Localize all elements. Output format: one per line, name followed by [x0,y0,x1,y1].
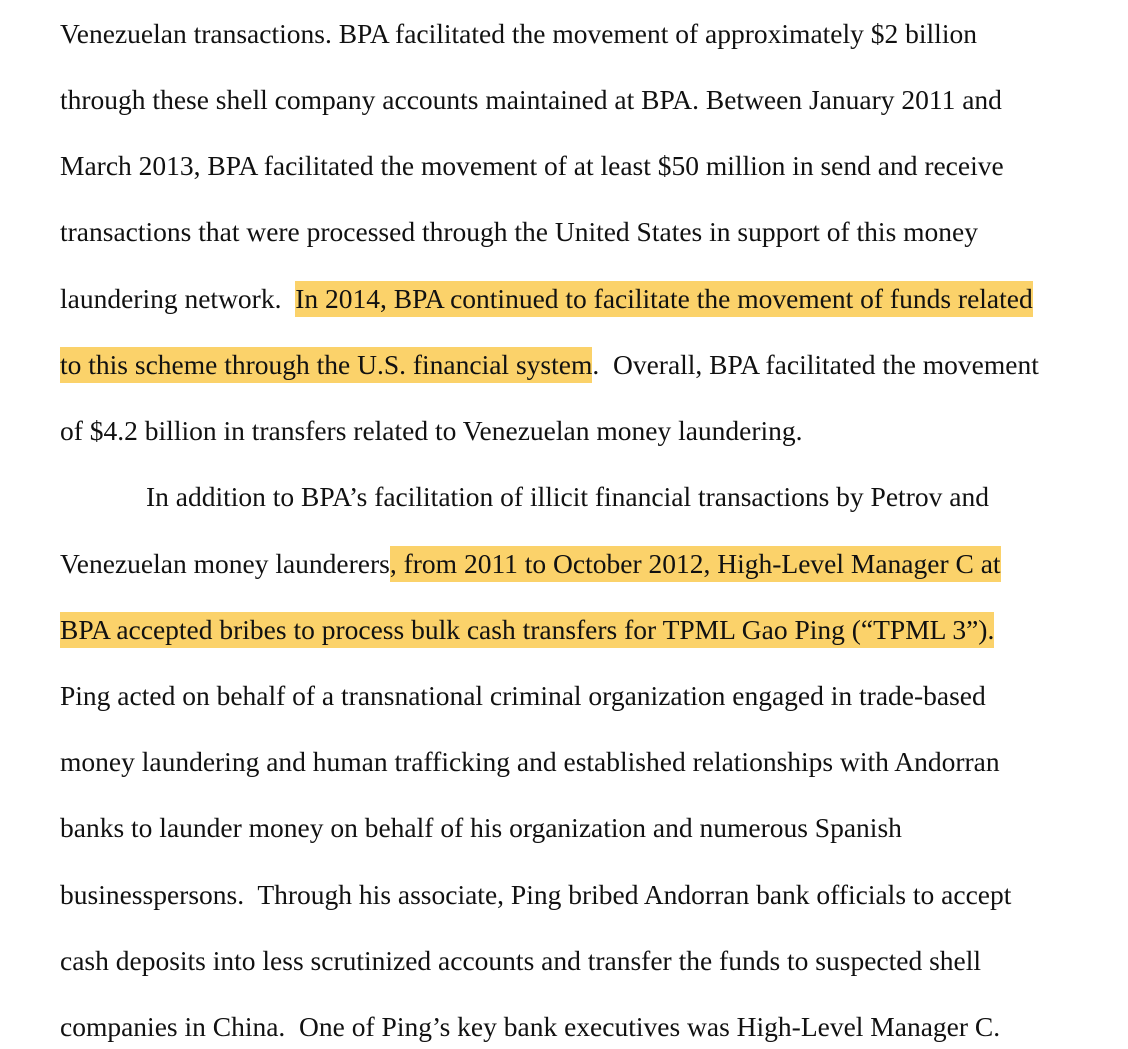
paragraph-line [60,281,1033,317]
paragraph-line [60,82,1002,118]
paragraph-line [60,943,981,979]
line-text: Ping acted on behalf of a transnational criminal organization engaged in trade-based [60,680,986,711]
paragraph-line [60,16,977,52]
paragraph-line [60,612,994,648]
line-text: Venezuelan transactions. BPA facilitated the movement of approximately $2 billion [60,18,977,49]
paragraph-line [60,148,1004,184]
line-text: . Overall, BPA facilitated the movement [592,349,1039,380]
line-text: laundering network. [60,283,296,314]
line-text: money laundering and human trafficking and established relationships with Andorran [60,746,1000,777]
line-text: businesspersons. Through his associate, Ping bribed Andorran bank officials to accept [60,879,1012,910]
paragraph-line [60,214,978,250]
highlighted-text: In 2014, BPA continued to facilitate the movement of funds related [295,281,1033,317]
paragraph-line [60,347,1039,383]
line-text: through these shell company accounts maintained at BPA. Between January 2011 and [60,84,1002,115]
highlighted-text: , from 2011 to October 2012, High-Level Manager C at [390,546,1001,582]
line-text: of $4.2 billion in transfers related to Venezuelan money laundering. [60,415,803,446]
line-text: transactions that were processed through the United States in support of this money [60,216,979,247]
paragraph-line [60,546,1001,582]
highlighted-text: BPA accepted bribes to process bulk cash transfers for TPML Gao Ping (“TPML 3”). [60,612,994,648]
line-text: In addition to BPA’s facilitation of illicit financial transactions by Petrov and [146,481,989,512]
paragraph-line [60,810,902,846]
paragraph-line [60,678,986,714]
paragraph-line [60,744,1000,780]
line-text: cash deposits into less scrutinized accounts and transfer the funds to suspected shell [60,945,982,976]
paragraph-line [60,877,1011,913]
paragraph-line [60,1009,1000,1045]
line-text: companies in China. One of Ping’s key bank executives was High-Level Manager C. [60,1011,1001,1042]
line-text: banks to launder money on behalf of his organization and numerous Spanish [60,812,902,843]
line-text: March 2013, BPA facilitated the movement of at least $50 million in send and receive [60,150,1004,181]
paragraph-first-line [146,479,989,515]
paragraph-line [60,413,803,449]
line-text: Venezuelan money launderers [60,548,390,579]
highlighted-text: to this scheme through the U.S. financial system [60,347,592,383]
